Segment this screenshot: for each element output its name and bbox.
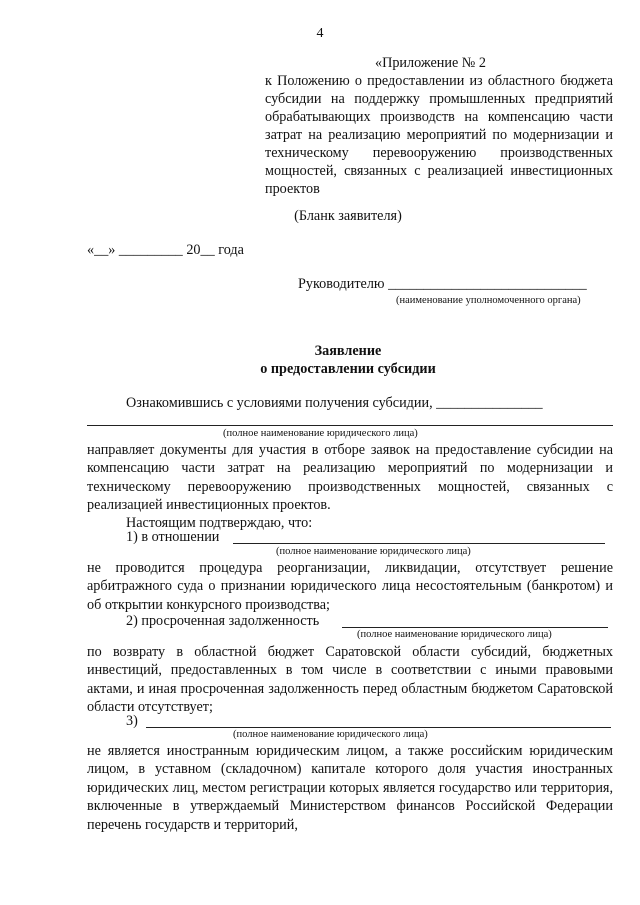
- item2-text: по возврату в областной бюджет Саратовской области субсидий, бюджетных инвестиций, предоставленных в том числе в соответствии с иными правовыми актами, и иная просроченная задолженность перед областным бюджетом Саратовской области отсутствует;: [87, 644, 613, 716]
- item3-text: не является иностранным юридическим лицом, а также российским юридическим лицом, в уставном (складочном) капитале которого доля участия иностранных юридических лиц, местом регистрации которых является государство или территория, включенные в утверждаемый Министерством финансов Российской Федерации перечень государств и территорий,: [87, 743, 613, 833]
- heading-line-2: о предоставлении субсидии: [260, 361, 436, 377]
- intro-note: (полное наименование юридического лица): [223, 428, 418, 439]
- item1-text: не проводится процедура реорганизации, ликвидации, отсутствует решение арбитражного суда о признании юридического лица несостоятельным (банкротом) и об открытии конкурсного производства;: [87, 560, 613, 613]
- intro-first-line: Ознакомившись с условиями получения субсидии, _______________: [126, 395, 543, 411]
- item3-label: 3): [126, 713, 138, 729]
- page-number: 4: [316, 26, 324, 41]
- recipient-note: (наименование уполномоченного органа): [396, 295, 581, 306]
- item3-fill-line: [146, 727, 611, 728]
- intro-text: направляет документы для участия в отборе заявок на предоставление субсидии на компенсацию части затрат на реализацию мероприятий по модернизации и техническому перевооружению производственных мощностей, связанных с реализацией инвестиционных проектов.: [87, 442, 613, 514]
- confirm-text: Настоящим подтверждаю, что:: [126, 515, 313, 531]
- item1-label: 1) в отношении: [126, 529, 220, 545]
- item1-note: (полное наименование юридического лица): [276, 546, 471, 557]
- item2-note: (полное наименование юридического лица): [357, 629, 552, 640]
- heading-line-1: Заявление: [314, 343, 382, 359]
- item3-note: (полное наименование юридического лица): [233, 729, 428, 740]
- applicant-form-label: (Бланк заявителя): [294, 208, 402, 224]
- annex-title: «Приложение № 2: [375, 55, 486, 71]
- item1-fill-line: [233, 543, 605, 544]
- recipient-line: Руководителю ____________________________: [298, 276, 587, 292]
- annex-block: [265, 54, 613, 198]
- intro-fill-line: [87, 425, 613, 426]
- document-heading: [0, 342, 640, 378]
- date-line: «__» _________ 20__ года: [87, 242, 244, 258]
- annex-body: к Положению о предоставлении из областного бюджета субсидии на поддержку промышленных предприятий обрабатывающих производств на компенсацию части затрат на реализацию мероприятий по модернизации и техническому перевооружению производственных мощностей, связанных с реализацией инвестиционных проектов: [265, 73, 613, 197]
- item2-fill-line: [342, 627, 608, 628]
- item2-label: 2) просроченная задолженность: [126, 613, 320, 629]
